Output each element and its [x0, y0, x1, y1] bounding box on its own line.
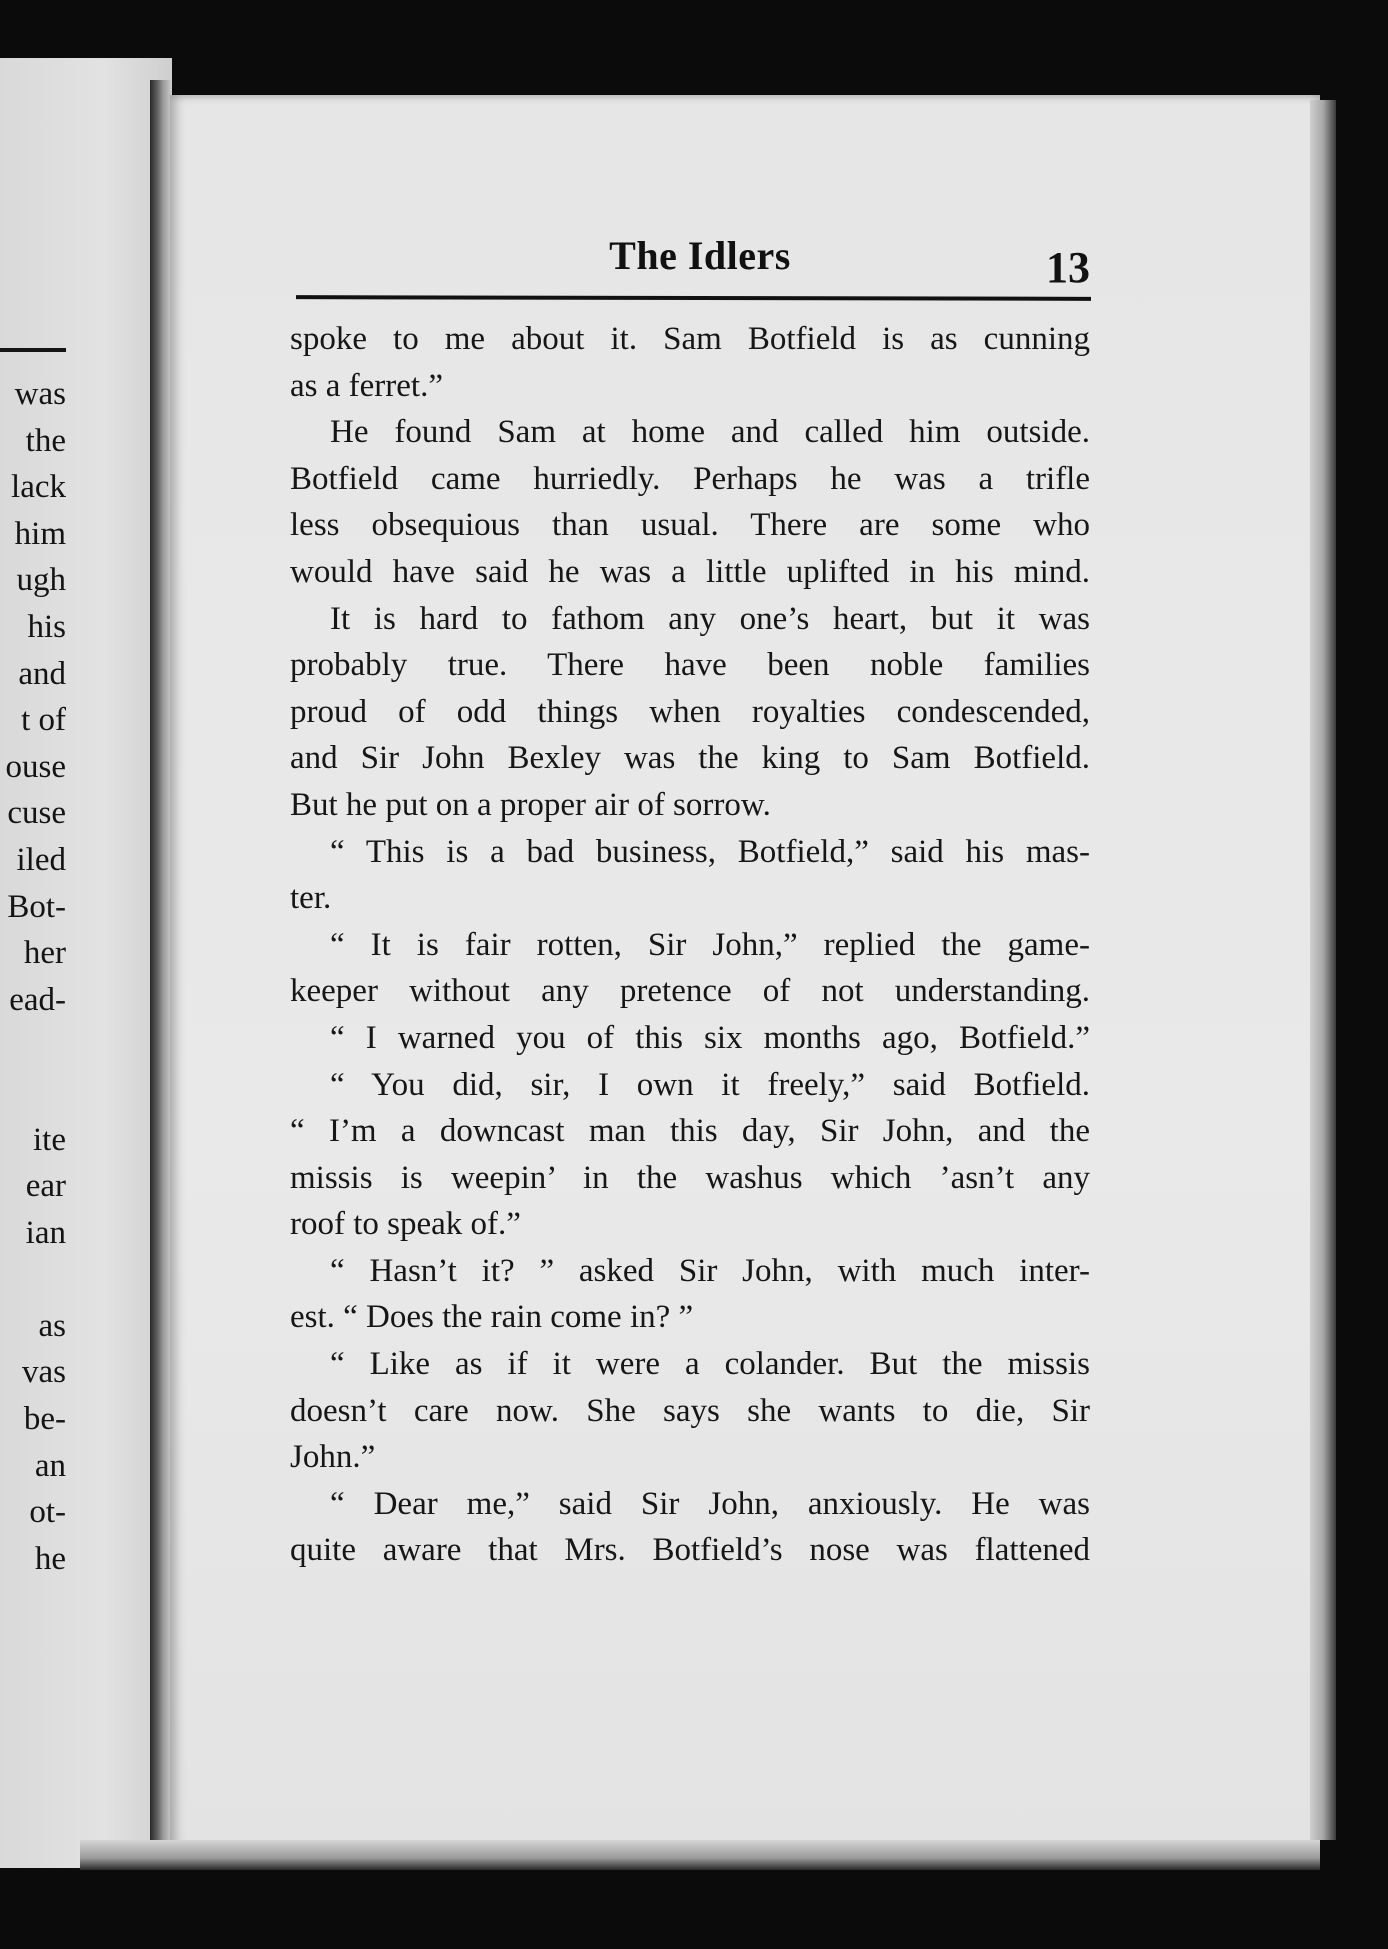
previous-page-line: Bot- — [7, 888, 66, 925]
text-line: It is hard to fathom any one’s heart, but it was — [330, 600, 1090, 637]
text-line: ter. — [290, 880, 332, 917]
previous-page-line: and — [18, 655, 66, 692]
text-line: est. “ Does the rain come in? ” — [290, 1299, 694, 1336]
previous-page-line: ite — [33, 1121, 66, 1158]
previous-page-line: her — [23, 935, 66, 972]
text-line: He found Sam at home and called him outside. — [330, 414, 1090, 451]
text-line: “ It is fair rotten, Sir John,” replied the game- — [330, 926, 1090, 963]
text-line: as a ferret.” — [290, 367, 443, 404]
previous-page — [0, 58, 172, 1868]
previous-page-line: he — [34, 1540, 66, 1577]
previous-page-line: ot- — [29, 1494, 66, 1531]
text-line: spoke to me about it. Sam Botfield is as cunning — [290, 321, 1090, 357]
text-line: proud of odd things when royalties condescended, — [290, 693, 1090, 730]
page-number: 13 — [1046, 243, 1090, 292]
previous-page-line: iled — [16, 841, 66, 878]
text-line: less obsequious than usual. There are some who — [290, 507, 1090, 544]
previous-page-line: him — [14, 515, 66, 552]
text-line: “ I’m a downcast man this day, Sir John, and the — [290, 1113, 1090, 1150]
previous-page-line: his — [27, 608, 66, 645]
previous-page-line: as — [38, 1307, 66, 1344]
book-gutter — [150, 80, 172, 1850]
text-line: missis is weepin’ in the washus which ’asn’t any — [290, 1159, 1090, 1196]
previous-page-line: ian — [25, 1214, 66, 1251]
previous-page-line — [0, 1023, 66, 1070]
text-line: “ You did, sir, I own it freely,” said Botfield. — [330, 1066, 1090, 1103]
text-line: “ Dear me,” said Sir John, anxiously. He was — [330, 1485, 1090, 1522]
running-title: The Idlers — [609, 233, 791, 278]
previous-page-line: was — [14, 376, 66, 412]
previous-page-line: the — [25, 422, 66, 459]
previous-page-line: t of — [21, 702, 66, 739]
previous-page-line: ear — [25, 1168, 66, 1205]
text-line: “ This is a bad business, Botfield,” said his mas- — [330, 833, 1090, 870]
text-line: keeper without any pretence of not understanding. — [290, 973, 1090, 1010]
page-fore-edge — [1310, 100, 1336, 1840]
text-line: quite aware that Mrs. Botfield’s nose was flattened — [290, 1532, 1090, 1569]
previous-page-line: ead- — [9, 981, 66, 1018]
text-line: “ Hasn’t it? ” asked Sir John, with much inter- — [330, 1252, 1090, 1289]
text-line: would have said he was a little uplifted in his mind. — [290, 553, 1090, 590]
text-line: doesn’t care now. She says she wants to die, Sir — [290, 1392, 1090, 1429]
text-line: “ I warned you of this six months ago, Botfield.” — [330, 1019, 1090, 1056]
text-line: Botfield came hurriedly. Perhaps he was a trifle — [290, 460, 1090, 497]
previous-page-line: an — [34, 1447, 66, 1484]
previous-page-line: ouse — [5, 748, 66, 785]
text-line: roof to speak of.” — [290, 1206, 521, 1243]
previous-page-line: ugh — [16, 562, 66, 599]
text-line: probably true. There have been noble families — [290, 647, 1090, 684]
previous-page-line: lack — [11, 469, 66, 506]
text-line: John.” — [290, 1439, 376, 1476]
previous-page-line: vas — [22, 1354, 66, 1391]
previous-page-header-rule — [0, 348, 66, 352]
previous-page-line — [0, 1070, 66, 1117]
previous-page-line — [0, 1256, 66, 1303]
previous-page-line: cuse — [7, 795, 66, 832]
page-bottom-edge — [80, 1840, 1320, 1870]
body-text — [290, 316, 1090, 1574]
text-line: But he put on a proper air of sorrow. — [290, 786, 771, 823]
text-line: “ Like as if it were a colander. But the missis — [330, 1346, 1090, 1383]
previous-page-text-fragments — [0, 371, 66, 1582]
previous-page-line: be- — [23, 1401, 66, 1438]
text-line: and Sir John Bexley was the king to Sam Botfield. — [290, 740, 1090, 777]
